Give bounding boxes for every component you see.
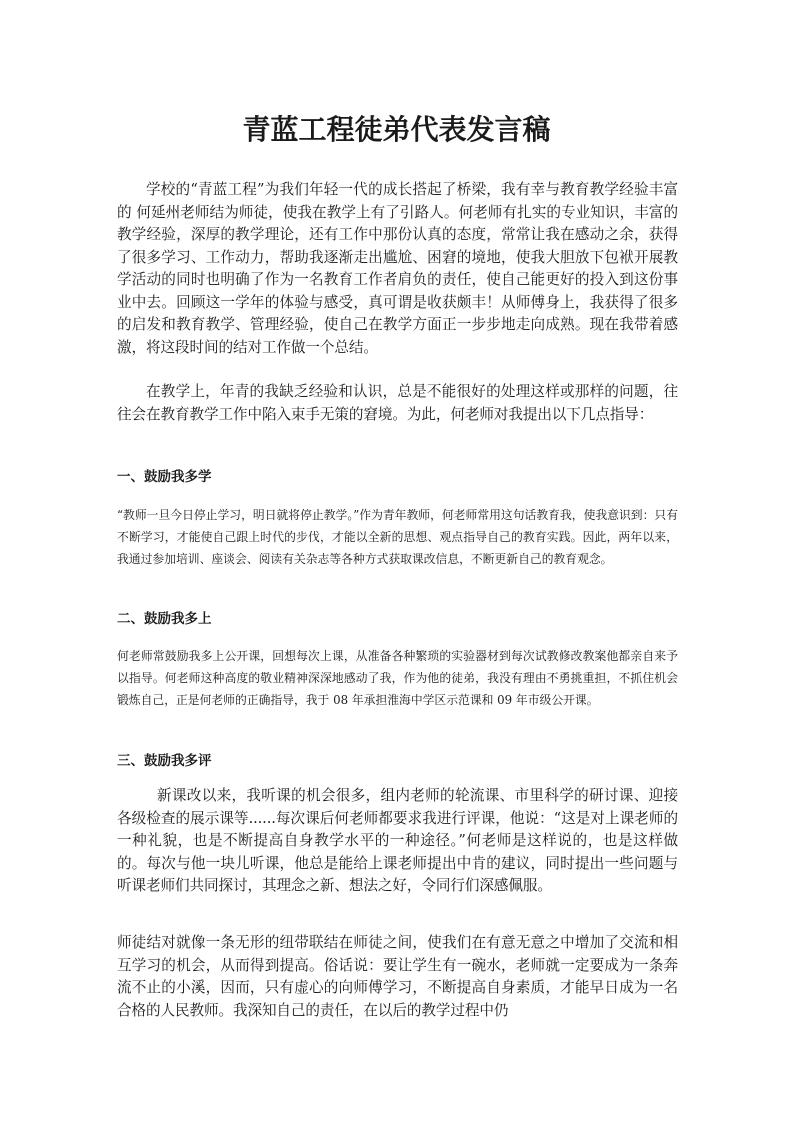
- document-title: 青蓝工程徒弟代表发言稿: [242, 113, 551, 146]
- section-heading-3: 三、鼓励我多评: [117, 753, 212, 769]
- section-body-2: 何老师常鼓励我多上公开课，回想每次上课，从准备各种繁琐的实验器材到每次试教修改教案他都亲自来予以指导。何老师这种高度的敬业精神深深地感动了我，作为他的徒弟，我没有理由不勇挑重担，不抓住机会锻炼自己，正是何老师的正确指导，我于 08 年承担淮海中学区示范课和 09 年市级公开课。: [117, 649, 678, 707]
- second-paragraph: 在教学上，年青的我缺乏经验和认识，总是不能很好的处理这样或那样的问题，往往会在教育教学工作中陷入束手无策的窘境。为此，何老师对我提出以下几点指导：: [117, 383, 678, 423]
- intro-paragraph: 学校的“青蓝工程”为我们年轻一代的成长搭起了桥梁，我有幸与教育教学经验丰富的 何延州老师结为师徒，使我在教学上有了引路人。何老师有扎实的专业知识，丰富的教学经验，深厚的教学理论，还有工作中那份认真的态度，常常让我在感动之余，获得了很多学习、工作动力，帮助我逐渐走出尴尬、困窘的境地，使我大胆放下包袱开展教学活动的同时也明确了作为一名教育工作者肩负的责任，使自己能更好的投入到这份事业中去。回顾这一学年的体验与感受，真可谓是收获颇丰！从师傅身上，我获得了很多的启发和教育教学、管理经验，使自己在教学方面正一步步地走向成熟。现在我带着感激，将这段时间的结对工作做一个总结。: [117, 181, 678, 356]
- section-heading-2: 二、鼓励我多上: [117, 611, 212, 627]
- closing-paragraph: 师徒结对就像一条无形的纽带联结在师徒之间，使我们在有意无意之中增加了交流和相互学习的机会，从而得到提高。俗话说：要让学生有一碗水，老师就一定要成为一条奔流不止的小溪，因而，只有虚心的向师傅学习，不断提高自身素质，才能早日成为一名合格的人民教师。我深知自己的责任，在以后的教学过程中仍: [117, 934, 678, 1019]
- section-heading-1: 一、鼓励我多学: [117, 469, 212, 485]
- section-body-3: 新课改以来，我听课的机会很多，组内老师的轮流课、市里科学的研讨课、迎接各级检查的展示课等......每次课后何老师都要求我进行评课，他说：“这是对上课老师的一种礼貌，也是不断提高自身教学水平的一种途径。”何老师是这样说的，也是这样做的。每次与他一块儿听课，他总是能给上课老师提出中肯的建议，同时提出一些问题与听课老师们共同探讨，其理念之新、想法之好，令同行们深感佩服。: [117, 787, 678, 894]
- section-body-1: “教师一旦今日停止学习，明日就将停止教学。”作为青年教师，何老师常用这句话教育我，使我意识到：只有不断学习，才能使自己跟上时代的步伐，才能以全新的思想、观点指导自己的教育实践。因此，两年以来，我通过参加培训、座谈会、阅读有关杂志等各种方式获取课改信息，不断更新自己的教育观念。: [117, 508, 678, 566]
